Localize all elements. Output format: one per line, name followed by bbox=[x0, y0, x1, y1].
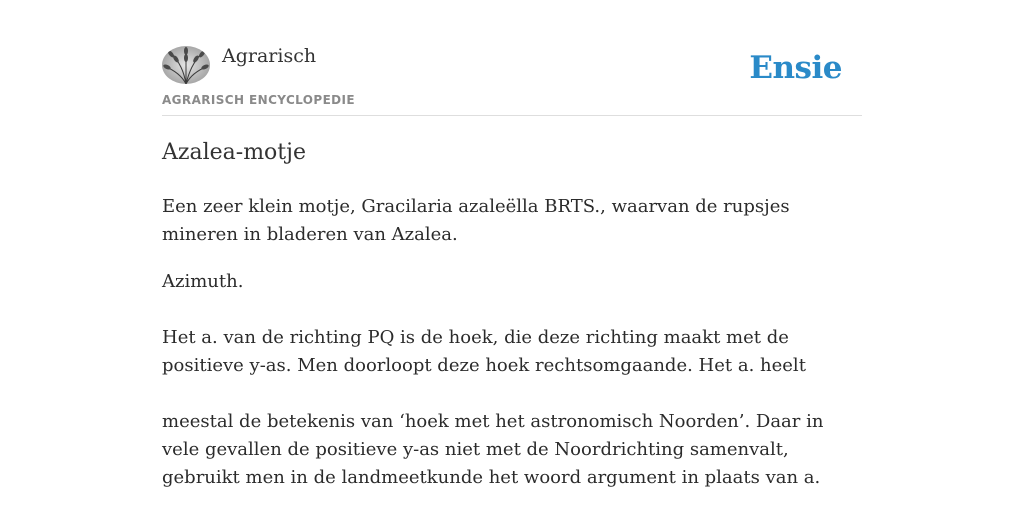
source-name[interactable]: Agrarisch bbox=[222, 45, 317, 67]
source-subtitle[interactable]: AGRARISCH ENCYCLOPEDIE bbox=[162, 93, 355, 107]
paragraph: Azimuth. bbox=[162, 271, 244, 292]
paragraph: meestal de betekenis van ‘hoek met het astronomisch Noorden’. Daar in vele gevallen de positieve y-as niet met de Noordrichting samenvalt, gebruikt men in de landmeetkunde het woord argument in plaats van a. bbox=[162, 411, 824, 488]
wheat-ears-icon[interactable] bbox=[162, 46, 210, 84]
paragraph: Het a. van de richting PQ is de hoek, die deze richting maakt met de positieve y-as. Men doorloopt deze hoek rechtsomgaande. Het a. heelt bbox=[162, 327, 806, 376]
article-page bbox=[162, 0, 862, 512]
page-header bbox=[162, 0, 862, 116]
ensie-logo[interactable]: Ensie bbox=[749, 50, 842, 86]
article-title: Azalea-motje bbox=[162, 140, 306, 165]
article-body bbox=[162, 193, 862, 511]
paragraph: Een zeer klein motje, Gracilaria azaleëlla BRTS., waarvan de rupsjes mineren in bladeren van Azalea. bbox=[162, 196, 790, 245]
